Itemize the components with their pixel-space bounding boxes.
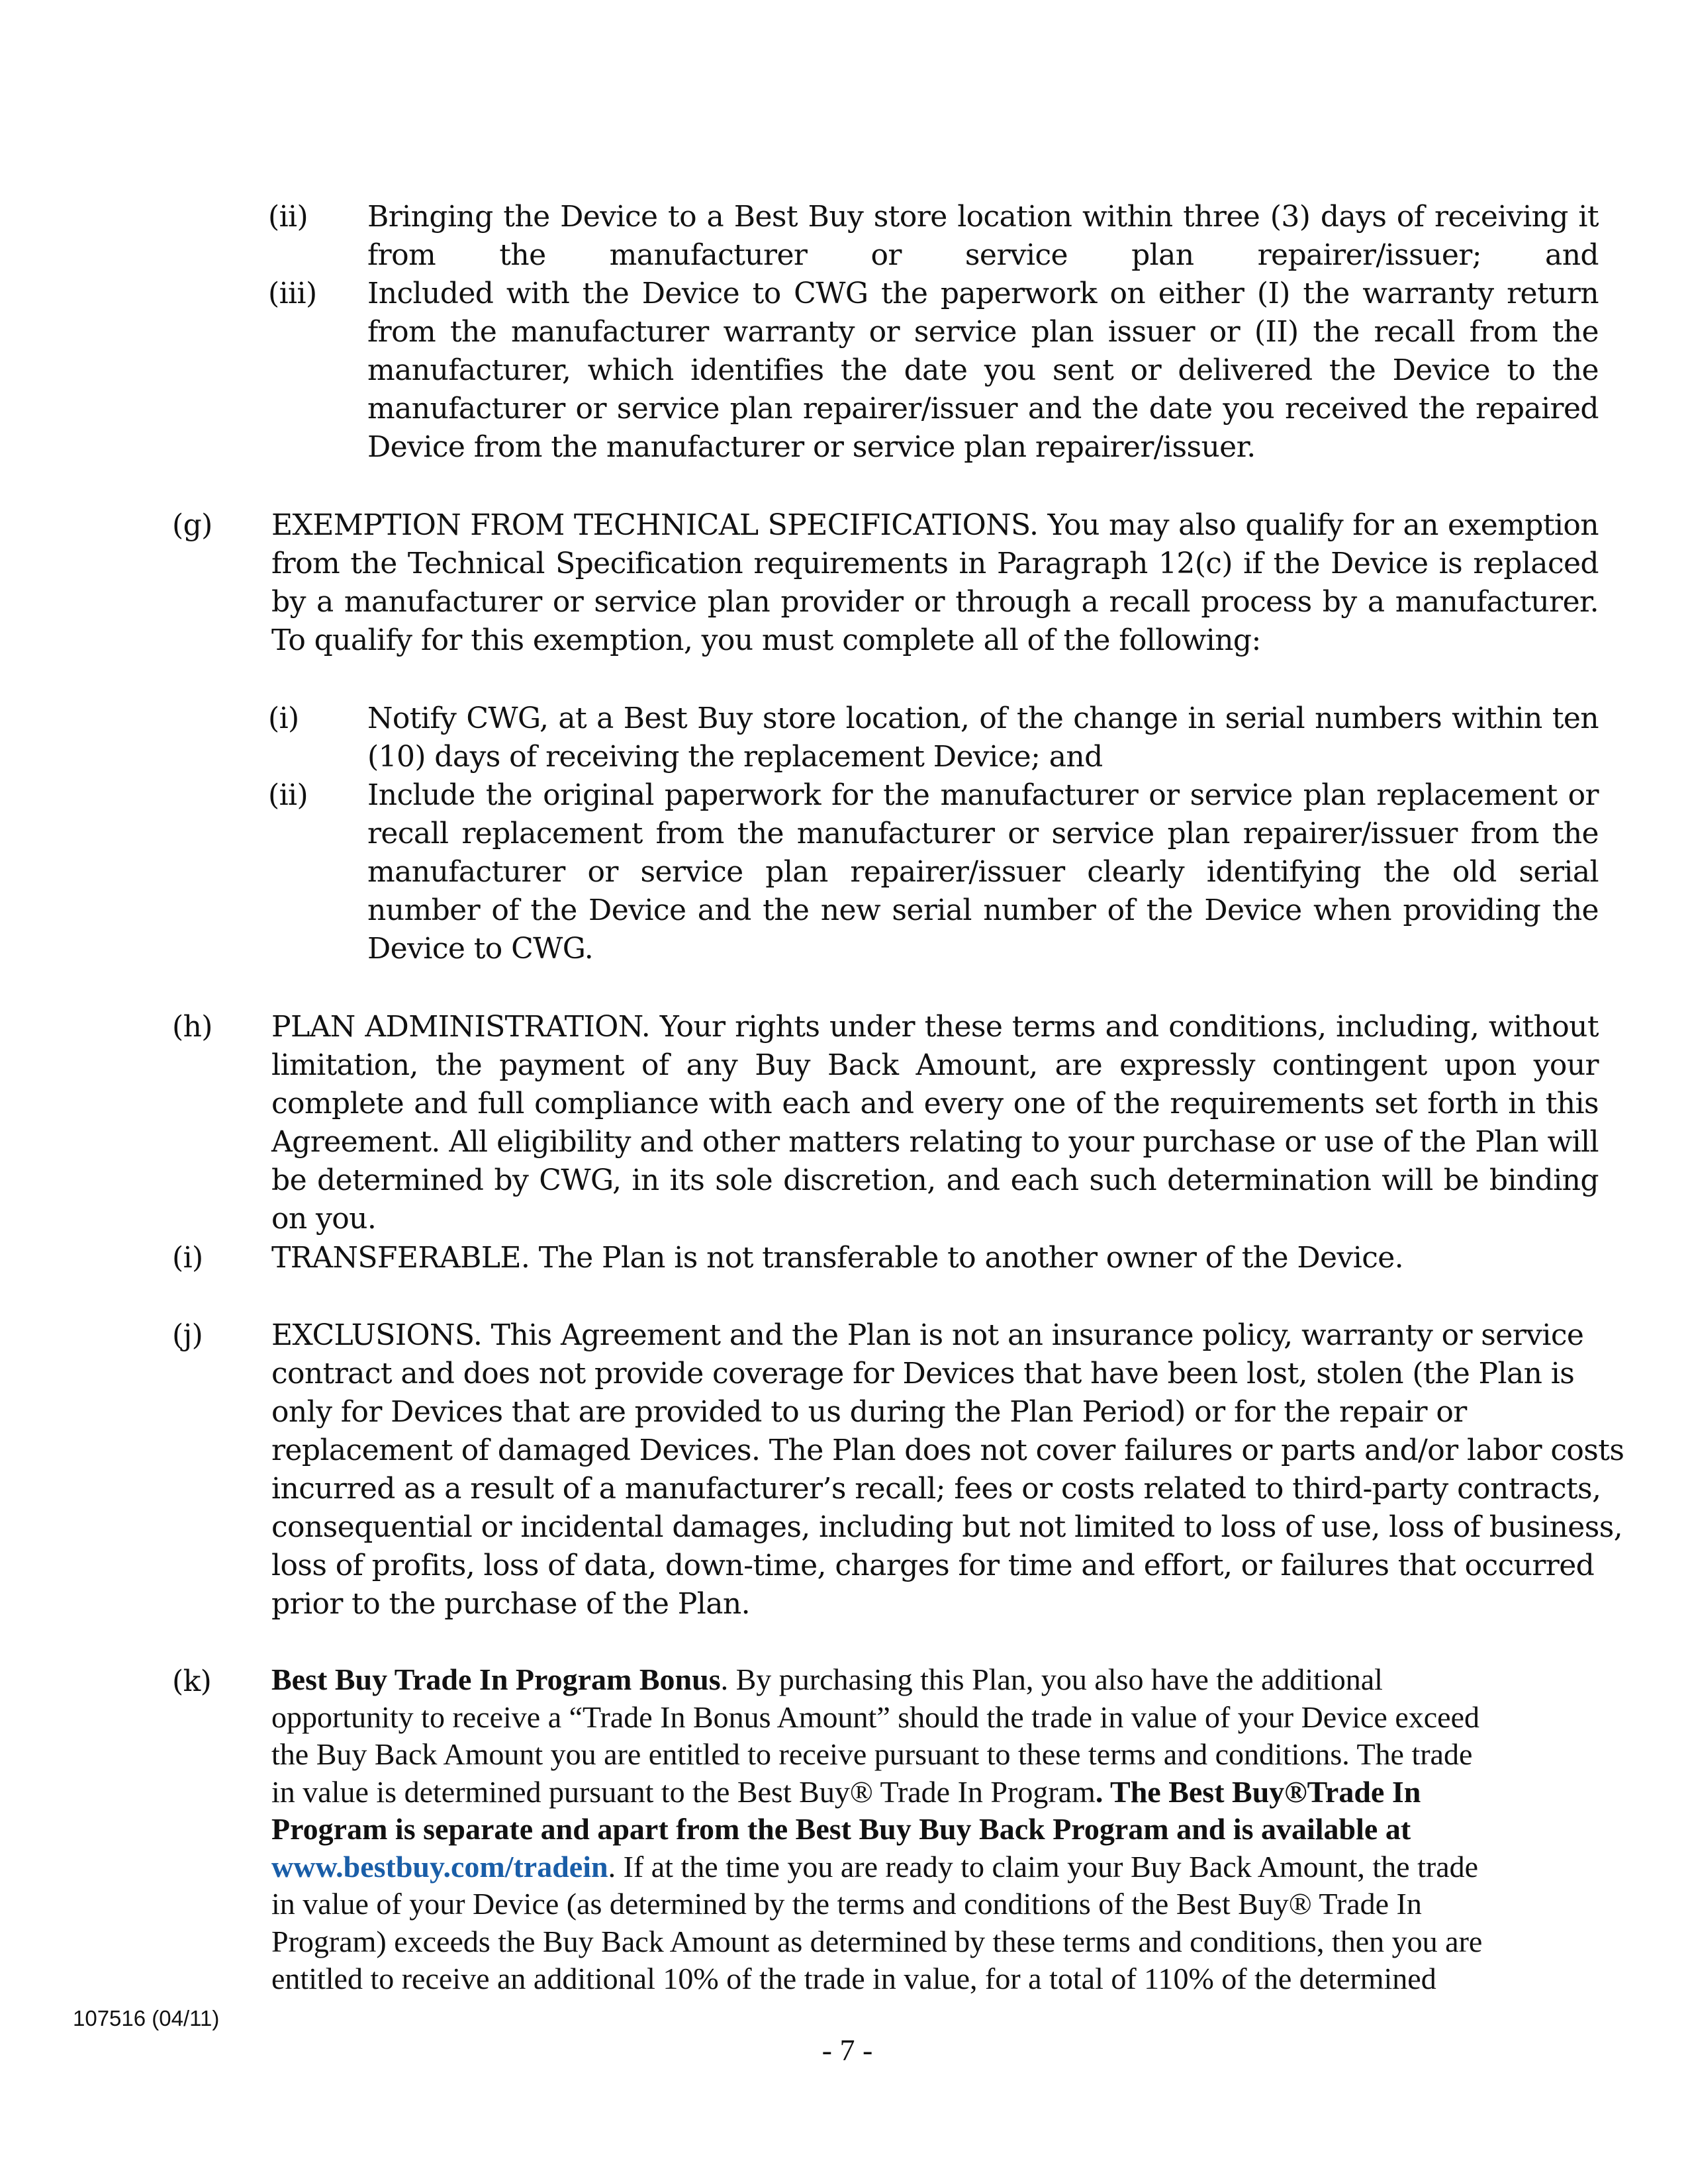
text-line: only for Devices that are provided to us during the Plan Period) or for the repair or [271,1395,1467,1429]
section-text [271,1661,1599,1998]
text-line: in value of your Device (as determined by the terms and conditions of the Best Buy® Trade In [271,1887,1422,1921]
subitem-text: Notify CWG, at a Best Buy store location, of the change in serial numbers within ten (10) days of receiving the replacement Device; and [367,702,1599,774]
subitem-text: Included with the Device to CWG the paperwork on either (I) the warranty return from the manufacturer warranty or service plan issuer or (II) the recall from the manufacturer, which identifies the date you sent or delivered the Device to the manufacturer or service plan repairer/issuer and the date you received the repaired Device from the manufacturer or service plan repairer/issuer. [367,277,1599,464]
subitem-label: (iii) [268,277,317,310]
text-line: the Buy Back Amount you are entitled to receive pursuant to these terms and conditions. The trade [271,1737,1473,1771]
section-text [271,1316,1624,1623]
text-line: loss of profits, loss of data, down-time, charges for time and effort, or failures that occurred [271,1549,1595,1582]
text-fragment: in value is determined pursuant to the Best Buy® Trade In Program [271,1774,1096,1809]
page-number: - 7 - [821,2033,873,2067]
text-line: incurred as a result of a manufacturer’s recall; fees or costs related to third-party contracts, [271,1472,1601,1506]
text-fragment: . By purchasing this Plan, you also have the additional [720,1662,1383,1696]
section-label: (j) [172,1318,203,1352]
section-label: (g) [172,508,212,542]
text-line: Program is separate and apart from the Best Buy Buy Back Program and is available at [271,1812,1411,1846]
form-id: 107516 (04/11) [73,2006,220,2030]
section-label: (k) [172,1664,212,1698]
subitem-label: (ii) [268,200,308,234]
text-fragment-bold: . The Best Buy®Trade In [1095,1774,1421,1809]
text-line: prior to the purchase of the Plan. [271,1587,750,1621]
text-line: Program) exceeds the Buy Back Amount as determined by these terms and conditions, then you are [271,1924,1483,1958]
subitem-text: Include the original paperwork for the manufacturer or service plan replacement or recall replacement from the manufacturer or service plan repairer/issuer from the manufacturer or service plan repairer/issuer clearly identifying the old serial number of the Device and the new serial number of the Device when providing the Device to CWG. [367,778,1599,966]
text-line: EXCLUSIONS. This Agreement and the Plan is not an insurance policy, warranty or service [271,1318,1584,1352]
section-text: TRANSFERABLE. The Plan is not transferable to another owner of the Device. [271,1241,1404,1275]
text-line: consequential or incidental damages, including but not limited to loss of use, loss of business, [271,1510,1623,1544]
text-line: entitled to receive an additional 10% of the trade in value, for a total of 110% of the determined [271,1962,1436,1995]
text-line: opportunity to receive a “Trade In Bonus Amount” should the trade in value of your Device exceed [271,1700,1479,1734]
section-heading: Best Buy Trade In Program Bonus [271,1662,721,1696]
text-line [271,1848,1599,1886]
section-text: EXEMPTION FROM TECHNICAL SPECIFICATIONS. You may also qualify for an exemption from the Technical Specification requirements in Paragraph 12(c) if the Device is replaced by a manufacturer or service plan provider or through a recall process by a manufacturer. To qualify for this exemption, you must complete all of the following: [271,508,1599,657]
text-line: contract and does not provide coverage for Devices that have been lost, stolen (the Plan is [271,1357,1575,1390]
subitem-label: (i) [268,702,299,735]
text-line: replacement of damaged Devices. The Plan does not cover failures or parts and/or labor costs [271,1433,1624,1467]
section-label: (i) [172,1241,203,1275]
text-fragment: . If at the time you are ready to claim your Buy Back Amount, the trade [608,1849,1479,1884]
text-line [271,1661,1599,1699]
subitem-label: (ii) [268,778,308,812]
subitem-text: Bringing the Device to a Best Buy store location within three (3) days of receiving it from the manufacturer or service plan repairer/issuer; and [367,200,1599,272]
text-line [271,1774,1599,1811]
section-label: (h) [172,1010,212,1044]
tradein-link[interactable]: www.bestbuy.com/tradein [271,1849,608,1884]
section-text: PLAN ADMINISTRATION. Your rights under these terms and conditions, including, without limitation, the payment of any Buy Back Amount, are expressly contingent upon your complete and full compliance with each and every one of the requirements set forth in this Agreement. All eligibility and other matters relating to your purchase or use of the Plan will be determined by CWG, in its sole discretion, and each such determination will be binding on you. [271,1010,1599,1236]
